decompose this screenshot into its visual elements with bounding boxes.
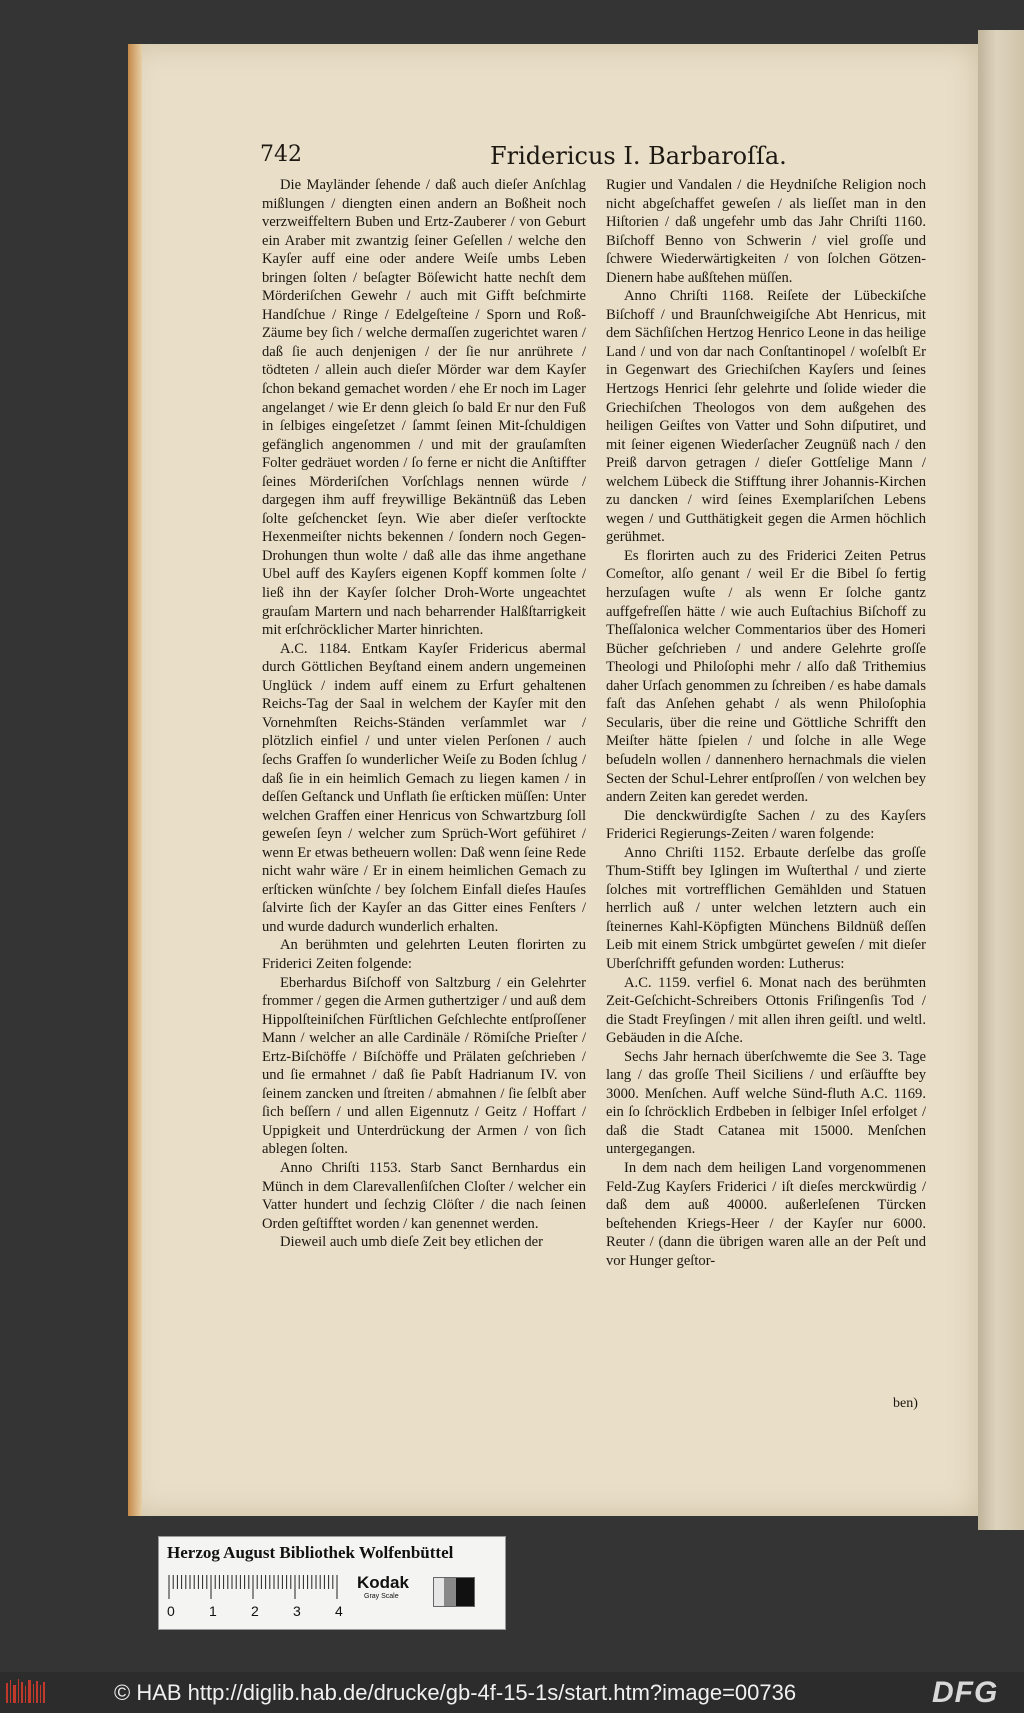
- paragraph: Die Mayländer ſehende / daß auch dieſer Anſchlag mißlungen / diengten einen andern an Boßheit noch verzweiffeltern Buben und Ertz-Zauberer / von Geburt ein Araber mit zwantzig ſeiner Geſellen / welche den Kayſer auff eine oder andere Weiſe umbs Leben bringen ſolten / beſagter Böſewicht hatte nechſt dem Mörderiſchen Gewehr / auch mit Gifft beſchmirte Handſchue / Ringe / Edelgeſteine / Sporn und Roß-Zäume bey ſich / welche dermaſſen zugerichtet waren / daß ſie auch denjenigen / der ſie nur anrührete / tödteten / allein auch dieſer Mörder war dem Kayſer ſchon bekand gemachet worden / ehe Er noch im Lager angelanget / wie Er denn gleich ſo bald Er nur den Fuß in ſelbiges eingeſetzet / ſammt ſeinen Mit-ſchuldigen gefänglich angenommen / und mit der grauſamſten Folter gedräuet worden / ſo ferne er nicht die Anſtiffter ſeines Mörderiſchen Vorſchlags nennen würde / dargegen ihm auff freywillige Bekäntnüß das Leben ſolte geſchencket ſeyn. Wie aber dieſer verſtockte Hexenmeiſter nichts bekennen / ſondern noch Gegen-Drohungen thun wolte / daß alle das ihme angethane Ubel auff des Kayſers eigenen Kopff kommen ſolte / ließ ihn der Kayſer ſolcher Droh-Worte ungeachtet grauſam Martern und nach beharrender Halßſtarrigkeit mit erſchröcklicher Marter hinrichten.: [262, 177, 586, 639]
- scale-number: 4: [335, 1603, 343, 1619]
- paragraph: Rugier und Vandalen / die Heydniſche Religion noch nicht abgeſchaffet geweſen / als lieſſet man in den Hiſtorien / daß ungefehr umb das Jahr Chriſti 1160. Biſchoff Benno von Schwerin / viel groſſe und ſchwere Wiederwärtigkeiten / von ſolchen Götzen-Dienern habe außſtehen müſſen.: [606, 177, 926, 286]
- paragraph: Die denckwürdigſte Sachen / zu des Kayſers Friderici Regierungs-Zeiten / waren folgende:: [606, 807, 926, 843]
- library-name: Herzog August Bibliothek Wolfenbüttel: [167, 1543, 454, 1562]
- ruler-scale: [167, 1575, 357, 1601]
- paragraph: Anno Chriſti 1152. Erbaute derſelbe das groſſe Thum-Stifft bey Iglingen im Wuſterthal / und zierte ſolches mit vortrefflichen Gemählden und Statuen herrlich auß / unter welchen letztern auch ein ſteinernes Kahl-Köpfigten Münchens Bildnüß deſſen Leib mit einem Strick umbgürtet geweſen / mit dieſer Uberſchrifft gefunden worden: Lutherus:: [606, 844, 926, 972]
- kodak-logo: Kodak: [357, 1573, 409, 1592]
- gray-scale-patch: [433, 1577, 475, 1607]
- paragraph: Sechs Jahr hernach überſchwemte die See 3. Tage lang / das groſſe Theil Siciliens / und erſäuffte bey 3000. Menſchen. Auff welche Sünd-fluth A.C. 1169. ein ſo ſchröcklich Erdbeben in ſelbiger Inſel erfolget / daß die Stadt Catanea mit 15000. Menſchen untergegangen.: [606, 1048, 926, 1158]
- paragraph: Eberhardus Biſchoff von Saltzburg / ein Gelehrter frommer / gegen die Armen guthertziger / und auß dem Hippolſteiniſchen Fürſtlichen Geſchlechte entſproſſener Mann / welcher an alle Cardinäle / Römiſche Prieſter / Ertz-Biſchöffe / Biſchöffe und Prälaten geſchrieben / und ſie ermahnet / daß ſie Pabſt Hadrianum IV. von ſeinem zancken und ſtreiten / abmahnen / ſie ſelbſt aber ſich beſſern / und allen Eigennutz / Geitz / Hoffart / Uppigkeit und Unterdrückung der Armen / von ſich ablegen ſolten.: [262, 974, 586, 1158]
- scale-number: 1: [209, 1603, 217, 1619]
- gray-scale-label: Gray Scale: [364, 1593, 399, 1600]
- page-title: Fridericus I. Barbaroſſa.: [490, 142, 787, 170]
- footer-bar: [0, 1672, 1024, 1713]
- paragraph: Anno Chriſti 1153. Starb Sanct Bernhardus ein Münch in dem Clarevallenſiſchen Cloſter / welcher ein Vatter hundert und ſechzig Clöſter / die nach ſeinen Orden geſtifftet worden / kan genennet werden.: [262, 1159, 586, 1232]
- page-number: 742: [260, 142, 302, 167]
- paragraph: An berühmten und gelehrten Leuten florirten zu Friderici Zeiten folgende:: [262, 937, 586, 972]
- dfg-logo: DFG: [932, 1676, 999, 1709]
- page-fore-edge: [978, 30, 1024, 1530]
- scale-number: 3: [293, 1603, 301, 1619]
- paragraph: A.C. 1159. verfiel 6. Monat nach des berühmten Zeit-Geſchicht-Schreibers Ottonis Friſingenſis Tod / die Stadt Freyſingen / mit allen ihren geiſtl. und weltl. Gebäuden in die Aſche.: [606, 974, 926, 1047]
- source-url[interactable]: © HAB http://diglib.hab.de/drucke/gb-4f-15-1s/start.htm?image=00736: [114, 1680, 797, 1705]
- scale-number: 2: [251, 1603, 259, 1619]
- paragraph: In dem nach dem heiligen Land vorgenommenen Feld-Zug Kayſers Friderici / iſt dieſes merckwürdig / daß dem auß 40000. außerleſenen Türcken beſtehenden Kriegs-Heer / der Kayſer nur 6000. Reuter / (dann die übrigen waren alle an der Peſt und vor Hunger geſtor-: [606, 1159, 926, 1269]
- paragraph: A.C. 1184. Entkam Kayſer Fridericus abermal durch Göttlichen Beyſtand einem andern ungemeinen Unglück / indem auff einem zu Erfurt gehaltenen Reichs-Tag der Saal in welchem der Kayſer mit den Vornehmſten Reichs-Ständen verſammlet war / plötzlich einfiel / und unter vielen Perſonen / auch ſechs Graffen ſo wunderlicher Weiſe zu Boden ſchlug / daß ſie in ein heimlich Gemach zu liegen kamen / in deſſen Geſtanck und Unflath ſie erſticken müſſen: Unter welchen Graffen einer Henricus von Schwartzburg ſoll geweſen ſeyn / welcher zum Sprüch-Wort gefühiret / wenn Er etwas betheuern wollen: Daß wenn ſeine Rede nicht wahr wäre / Er in einem heimlichen Gemach zu erſticken wünſchte / bey ſolchem Einfall dieſes Hauſes ſalvirte ſich der Kayſer an das Gitter eines Fenſters / und wurde dadurch wunderlich erhalten.: [262, 640, 586, 935]
- catchword: ben): [893, 1396, 918, 1411]
- paragraph: Anno Chriſti 1168. Reiſete der Lübeckiſche Biſchoff / und Braunſchweigiſche Abt Henricus, mit dem Sächſiſchen Hertzog Henrico Leone in das heilige Land / und von dar nach Conſtantinopel / woſelbſt Er in Gegenwart des Griechiſchen Kayſers und ſeines Hertzogs Henrici ſehr gelehrte und ſolide wieder die Griechiſchen Theologos von dem außgehen des heiligen Geiſtes von Vatter und Sohn diſputiret, und mit ſeiner eigenen Wiederſacher Zeugnüß nach / den Preiß darvon getragen / dieſer Gottſelige Mann / welchem Lübeck die Stifftung ihrer Johannis-Kirchen zu dancken / wird ſeines Exemplariſchen Lebens wegen / und Gutthätigkeit gegen die Armen höchlich gerühmet.: [606, 288, 926, 546]
- book-spine: [128, 44, 142, 1516]
- right-text-column: [606, 176, 926, 1270]
- paragraph: Es florirten auch zu des Friderici Zeiten Petrus Comeſtor, alſo genant / weil Er die Bibel ſo fertig herzuſagen wuſte / als wenn Er ſolche gantz auffgefreſſen hätte / wie auch Euſtachius Biſchoff zu Theſſalonica welcher Commentarios über des Homeri Bücher geſchrieben / und andere Gelehrte groſſe Theologi und Philoſophi mehr / alſo daß Trithemius daher Urſach genommen zu ſchreiben / es habe damals faſt das Anſehen gehabt / als wenn Philoſophia Secularis, über die reine und Göttliche Schrifft den Meiſter hätte ſpielen / und ſolche in alle Wege beſudeln wollen / dannenhero hernachmals die vielen Secten der Schul-Lehrer entſproſſen / von welchen bey andern Zeiten kan geredet werden.: [606, 547, 926, 806]
- paragraph: Dieweil auch umb dieſe Zeit bey etlichen der: [280, 1234, 543, 1251]
- running-head: [260, 142, 960, 176]
- scale-number: 0: [167, 1603, 175, 1619]
- barcode-icon: [4, 1677, 46, 1707]
- color-target-card: [158, 1536, 506, 1630]
- left-text-column: [262, 176, 586, 1252]
